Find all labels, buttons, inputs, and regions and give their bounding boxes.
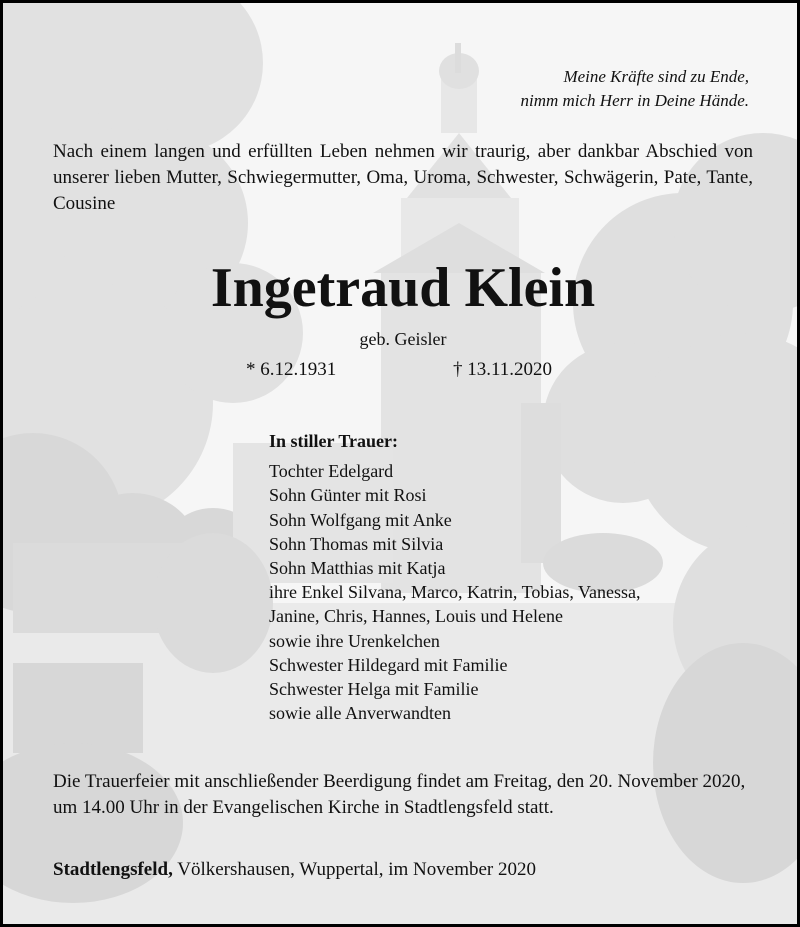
mourner-line: sowie alle Anverwandten [269, 703, 451, 724]
funeral-details: Die Trauerfeier mit anschließender Beerdigung findet am Freitag, den 20. November 2020, um 14.00 Uhr in der Evangelischen Kirche in Stadtlengsfeld statt. [53, 771, 746, 818]
motto-line-1: Meine Kräfte sind zu Ende, [563, 67, 749, 86]
mourner-line: Sohn Günter mit Rosi [269, 485, 427, 506]
deceased-name: Ingetraud Klein [210, 257, 596, 319]
mourner-line: Schwester Hildegard mit Familie [269, 654, 508, 675]
motto [520, 65, 749, 113]
mourner-line: Sohn Thomas mit Silvia [269, 533, 444, 554]
mourner-line: Sohn Wolfgang mit Anke [269, 509, 452, 530]
birth-date: * 6.12.1931 [246, 359, 337, 380]
intro-text: Nach einem langen und erfüllten Leben nehmen wir traurig, aber dankbar Abschied von unserer lieben Mutter, Schwiegermutter, Oma, Uroma, Schwester, Schwägerin, Pate, Tante, Cousine [53, 141, 753, 214]
closing-line [53, 857, 536, 883]
mourner-line: ihre Enkel Silvana, Marco, Katrin, Tobias, Vanessa, [269, 582, 641, 603]
motto-line-2: nimm mich Herr in Deine Hände. [520, 91, 749, 110]
mourners-heading: In stiller Trauer: [269, 431, 398, 451]
mourner-line: Schwester Helga mit Familie [269, 679, 479, 700]
mourner-line: Sohn Matthias mit Katja [269, 558, 446, 579]
maiden-name: geb. Geisler [359, 329, 447, 349]
mourner-line: sowie ihre Urenkelchen [269, 630, 440, 651]
closing-rest: Völkershausen, Wuppertal, im November 2020 [172, 859, 536, 880]
closing-place: Stadtlengsfeld, [53, 859, 173, 880]
mourners-block [269, 429, 641, 725]
mourner-line: Janine, Chris, Hannes, Louis und Helene [269, 606, 563, 627]
death-date: † 13.11.2020 [453, 359, 553, 380]
mourner-line: Tochter Edelgard [269, 461, 394, 482]
